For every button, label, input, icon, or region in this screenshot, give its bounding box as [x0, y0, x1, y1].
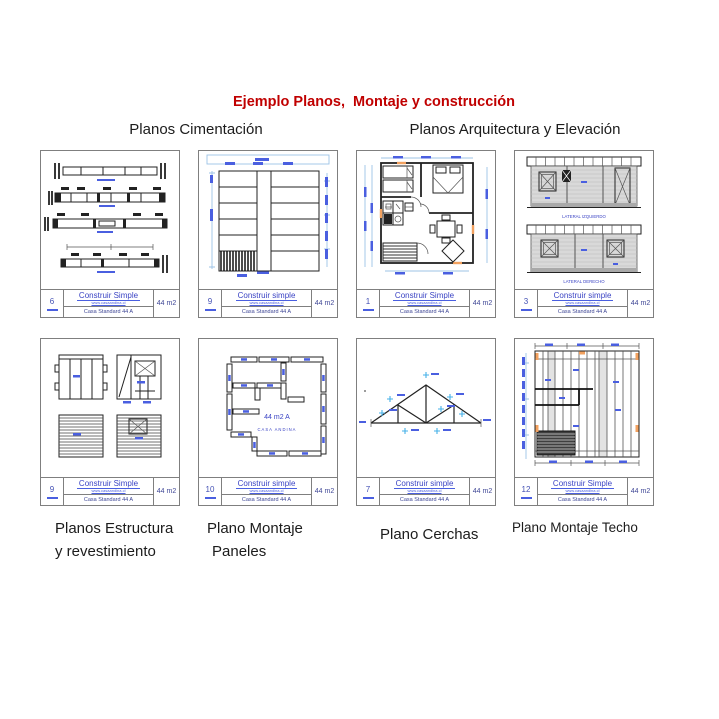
caption-montaje-paneles-line2: Paneles [212, 543, 267, 560]
frame-panel-window [117, 355, 161, 404]
area-label: 44 m2 [469, 290, 495, 317]
caption-estructura-line1: Planos Estructura [55, 520, 174, 537]
plan-sheet-elevaciones [514, 150, 654, 318]
model-name: Casa Standard 44 A [557, 309, 608, 315]
group-label-cimentacion: Planos Cimentación [129, 121, 263, 138]
company-name: Construir Simple [78, 479, 139, 488]
single-beds [383, 166, 413, 192]
sheet-number: 7 [357, 478, 380, 505]
area-label: 44 m2 [627, 290, 653, 317]
roof-assembly-drawing [515, 339, 653, 477]
wall-panels-drawing [41, 339, 179, 477]
company-name: Construir Simple [552, 479, 613, 488]
website-link: www.casaandina.cl [249, 300, 284, 306]
beam-strip-4 [61, 244, 167, 273]
double-bed [433, 165, 463, 193]
company-name: Construir simple [395, 479, 454, 488]
truss-drawing [357, 339, 495, 477]
frame-panel-plain [55, 355, 107, 399]
model-name: Casa Standard 44 A [241, 309, 292, 315]
number-underline [47, 497, 58, 499]
plan-sheet-arquitectura [356, 150, 496, 318]
dimension-lines [207, 155, 330, 277]
model-name: Casa Standard 44 A [399, 309, 450, 315]
website-link: www.casaandina.cl [565, 488, 600, 494]
company-name: Construir simple [553, 291, 612, 300]
model-name: Casa Standard 44 A [83, 309, 134, 315]
deck-steps [383, 243, 428, 261]
elevation-label-left: LATERAL IZQUIERDO [562, 214, 606, 219]
sheet-number: 3 [515, 290, 538, 317]
model-name: Casa Standard 44 A [241, 497, 292, 503]
company-name: Construir Simple [394, 291, 455, 300]
clad-panel-plain [59, 415, 103, 457]
title-block [199, 289, 337, 317]
elevation-lateral-izquierdo [527, 157, 641, 219]
model-name: Casa Standard 44 A [83, 497, 134, 503]
number-underline [205, 309, 216, 311]
title-block [41, 477, 179, 505]
sheet-number: 12 [515, 478, 538, 505]
beam-strip-3 [45, 213, 167, 233]
truss-members [364, 385, 481, 427]
floor-plan-drawing [357, 151, 495, 289]
company-name: Construir simple [237, 479, 296, 488]
plan-sheet-montaje-techo [514, 338, 654, 506]
sheet-number: 10 [199, 478, 222, 505]
foundation-grid-drawing [199, 151, 337, 289]
plan-sheet-estructura-revestimiento [40, 338, 180, 506]
title-block [515, 289, 653, 317]
sheet-number: 1 [357, 290, 380, 317]
dark-roof-section [537, 431, 575, 455]
foundation-sections-drawing [41, 151, 179, 289]
title-block [199, 477, 337, 505]
sheet-number: 9 [199, 290, 222, 317]
wall-segments [227, 357, 326, 456]
blue-marks [545, 369, 621, 427]
elevation-label-right: LATERAL DERECHO [563, 279, 605, 284]
sheet-number: 9 [41, 478, 64, 505]
number-underline [47, 309, 58, 311]
kitchen-counter [383, 201, 413, 225]
website-link: www.casaandina.cl [565, 300, 600, 306]
assembly-markers [359, 372, 491, 434]
hatch-block [221, 251, 254, 271]
panel-assembly-drawing [199, 339, 337, 477]
title-block [357, 289, 495, 317]
website-link: www.casaandina.cl [249, 488, 284, 494]
website-link: www.casaandina.cl [407, 300, 442, 306]
panel-brand-text: CASA ANDINA [257, 427, 297, 432]
number-underline [363, 309, 374, 311]
title-block [357, 477, 495, 505]
plan-sheet-cimentacion-detalles [40, 150, 180, 318]
area-label: 44 m2 [311, 290, 337, 317]
number-underline [205, 497, 216, 499]
number-underline [521, 309, 532, 311]
title-block [41, 289, 179, 317]
dining-table [430, 215, 462, 243]
website-link: www.casaandina.cl [91, 300, 126, 306]
area-label: 44 m2 [469, 478, 495, 505]
slab-grid [219, 171, 319, 271]
model-name: Casa Standard 44 A [557, 497, 608, 503]
beam-strip-1 [55, 163, 165, 181]
area-label: 44 m2 [627, 478, 653, 505]
caption-estructura-line2: y revestimiento [55, 543, 156, 560]
company-name: Construir simple [237, 291, 296, 300]
area-label: 44 m2 [153, 290, 179, 317]
plan-sheet-cerchas [356, 338, 496, 506]
caption-montaje-techo: Plano Montaje Techo [512, 520, 638, 535]
area-label: 44 m2 [153, 478, 179, 505]
elevations-drawing [515, 151, 653, 289]
panel-labels [228, 358, 325, 455]
company-name: Construir Simple [78, 291, 139, 300]
title-block [515, 477, 653, 505]
panel-area-text: 44 m2 A [264, 414, 290, 421]
clad-panel-window [117, 415, 161, 457]
plan-sheet-montaje-paneles [198, 338, 338, 506]
beam-strip-2 [49, 187, 165, 207]
number-underline [521, 497, 532, 499]
model-name: Casa Standard 44 A [399, 497, 450, 503]
caption-cerchas: Plano Cerchas [380, 526, 479, 543]
sheet-number: 6 [41, 290, 64, 317]
website-link: www.casaandina.cl [91, 488, 126, 494]
page-title: Ejemplo Planos, Montaje y construcción [233, 94, 515, 110]
website-link: www.casaandina.cl [407, 488, 442, 494]
area-label: 44 m2 [311, 478, 337, 505]
elevation-lateral-derecho [527, 225, 641, 284]
number-underline [363, 497, 374, 499]
group-label-arquitectura-elevacion: Planos Arquitectura y Elevación [409, 121, 621, 138]
plan-sheet-cimentacion-planta [198, 150, 338, 318]
caption-montaje-paneles-line1: Plano Montaje [207, 520, 303, 537]
